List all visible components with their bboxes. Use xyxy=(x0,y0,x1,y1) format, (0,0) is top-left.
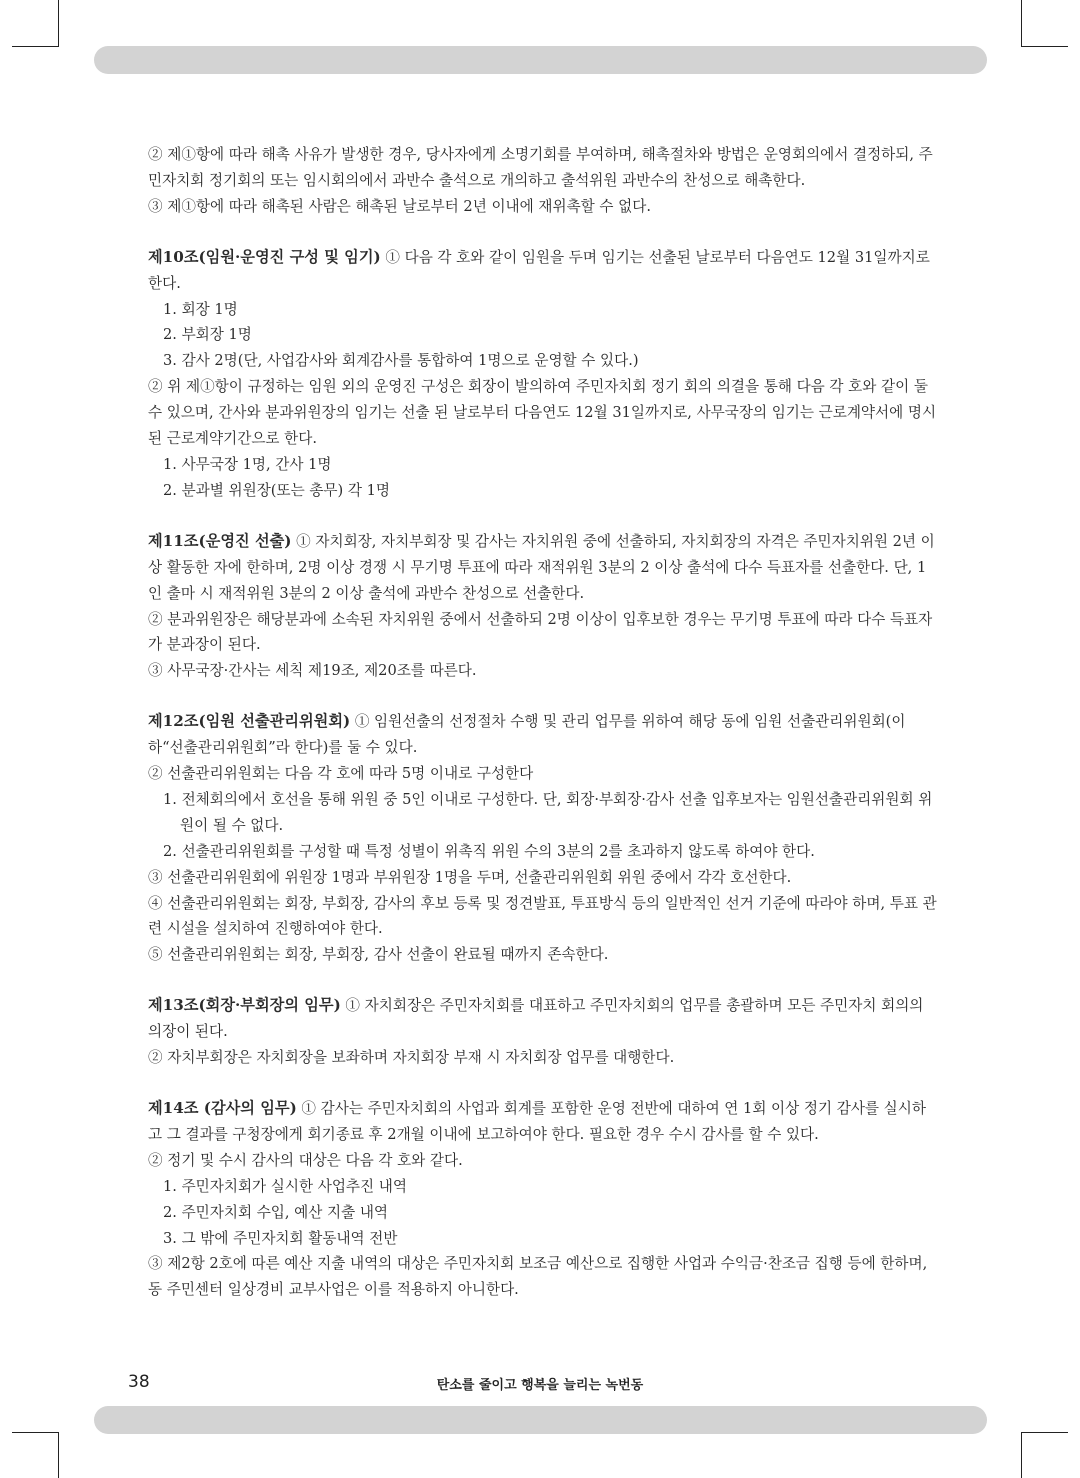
article-paragraph xyxy=(148,142,940,194)
crop-mark-bottom-right-h xyxy=(1021,1432,1068,1433)
clause-paragraph: ③ 제①항에 따라 해촉된 사람은 해촉된 날로부터 2년 이내에 재위촉할 수 없다. xyxy=(148,197,651,215)
article-paragraph xyxy=(148,709,940,761)
header-decorative-bar xyxy=(94,46,987,74)
list-item: 2. 분과별 위원장(또는 총무) 각 1명 xyxy=(163,481,390,499)
article-text: ① 감사는 주민자치회의 사업과 회계를 포함한 운영 전반에 대하여 연 1회 이상 정기 감사를 실시하고 그 결과를 구청장에게 회기종료 후 2개월 이내에 보고하여야 한다. 필요한 경우 수시 감사를 할 수 있다. xyxy=(148,1100,926,1143)
article-section xyxy=(148,709,940,968)
page-number: 38 xyxy=(128,1372,150,1392)
clause-paragraph: ④ 선출관리위원회는 회장, 부회장, 감사의 후보 등록 및 정견발표, 투표방식 등의 일반적인 선거 기준에 따라야 하며, 투표 관련 시설을 설치하여 진행하여야 한다. xyxy=(148,894,937,938)
list-item: 3. 감사 2명(단, 사업감사와 회계감사를 통합하여 1명으로 운영할 수 있다.) xyxy=(163,352,639,370)
article-section xyxy=(148,529,940,684)
article-section xyxy=(148,993,940,1071)
list-item: 2. 주민자치회 수입, 예산 지출 내역 xyxy=(163,1203,389,1221)
footer-title: 탄소를 줄이고 행복을 늘리는 녹번동 xyxy=(436,1378,644,1393)
clause-paragraph: ② 위 제①항이 규정하는 임원 외의 운영진 구성은 회장이 발의하여 주민자치회 정기 회의 의결을 통해 다음 각 호와 같이 둘 수 있으며, 간사와 분과위원장의 임기는 선출 된 날로부터 다음연도 12월 31일까지로, 사무국장의 임기는 근로계약서에 명시된 근로계약기간으로 한다. xyxy=(148,378,937,448)
crop-mark-top-left-v xyxy=(58,0,59,47)
article-paragraph xyxy=(148,1096,940,1148)
document-body xyxy=(148,142,940,1303)
article-text: ① 다음 각 호와 같이 임원을 두며 임기는 선출된 날로부터 다음연도 12월 31일까지로 한다. xyxy=(148,248,930,292)
list-item: 1. 주민자치회가 실시한 사업추진 내역 xyxy=(163,1177,407,1195)
clause-paragraph: ② 자치부회장은 자치회장을 보좌하며 자치회장 부재 시 자치회장 업무를 대행한다. xyxy=(148,1049,675,1067)
clause-paragraph: ③ 제2항 2호에 따른 예산 지출 내역의 대상은 주민자치회 보조금 예산으로 집행한 사업과 수익금·찬조금 집행 등에 한하며, 동 주민센터 일상경비 교부사업은 이를 적용하지 아니한다. xyxy=(148,1255,928,1299)
clause-paragraph: ② 분과위원장은 해당분과에 소속된 자치위원 중에서 선출하되 2명 이상이 입후보한 경우는 무기명 투표에 따라 다수 득표자가 분과장이 된다. xyxy=(148,610,933,654)
article-heading: 제14조 (감사의 임무) xyxy=(148,1099,297,1117)
article-paragraph xyxy=(148,529,940,607)
clause-paragraph: ⑤ 선출관리위원회는 회장, 부회장, 감사 선출이 완료될 때까지 존속한다. xyxy=(148,946,609,964)
crop-mark-bottom-right-v xyxy=(1021,1432,1022,1478)
article-text: ② 제①항에 따라 해촉 사유가 발생한 경우, 당사자에게 소명기회를 부여하며, 해촉절차와 방법은 운영회의에서 결정하되, 주민자치회 정기회의 또는 임시회의에서 과반수 출석으로 개의하고 출석위원 과반수의 찬성으로 해촉한다. xyxy=(148,146,933,189)
article-heading: 제13조(회장·부회장의 임무) xyxy=(148,996,341,1015)
crop-mark-top-right-v xyxy=(1021,0,1022,47)
clause-paragraph: ② 선출관리위원회는 다음 각 호에 따라 5명 이내로 구성한다 xyxy=(148,765,534,783)
crop-mark-bottom-left-h xyxy=(12,1432,59,1433)
footer-decorative-bar xyxy=(94,1406,987,1434)
list-item: 2. 부회장 1명 xyxy=(163,326,252,344)
clause-paragraph: ③ 사무국장·간사는 세칙 제19조, 제20조를 따른다. xyxy=(148,662,477,680)
article-text: ① 자치회장은 주민자치회를 대표하고 주민자치회의 업무를 총괄하며 모든 주민자치 회의의 의장이 된다. xyxy=(148,997,924,1041)
article-paragraph xyxy=(148,245,940,297)
article-section xyxy=(148,1096,940,1303)
crop-mark-top-right-h xyxy=(1021,46,1068,47)
article-heading: 제10조(임원·운영진 구성 및 임기) xyxy=(148,247,381,266)
article-text: ① 임원선출의 선정절차 수행 및 관리 업무를 위하여 해당 동에 임원 선출관리위원회(이하“선출관리위원회”라 한다)를 둘 수 있다. xyxy=(148,713,906,757)
article-section xyxy=(148,245,940,504)
article-text: ① 자치회장, 자치부회장 및 감사는 자치위원 중에 선출하되, 자치회장의 자격은 주민자치위원 2년 이상 활동한 자에 한하며, 2명 이상 경쟁 시 무기명 투표에 따라 재적위원 3분의 2 이상 출석에 다수 득표자를 선출한다. 단, 1인 출마 시 재적위원 3분의 2 이상 출석에 과반수 찬성으로 선출한다. xyxy=(148,532,935,602)
clause-paragraph: ③ 선출관리위원회에 위원장 1명과 부위원장 1명을 두며, 선출관리위원회 위원 중에서 각각 호선한다. xyxy=(148,868,792,886)
list-item: 2. 선출관리위원회를 구성할 때 특정 성별이 위촉직 위원 수의 3분의 2를 초과하지 않도록 하여야 한다. xyxy=(163,842,815,860)
crop-mark-top-left-h xyxy=(12,46,59,47)
article-section xyxy=(148,142,940,220)
article-heading: 제12조(임원 선출관리위원회) xyxy=(148,712,351,731)
list-item: 1. 회장 1명 xyxy=(163,300,238,318)
list-item: 1. 사무국장 1명, 간사 1명 xyxy=(163,455,332,473)
clause-paragraph: ② 정기 및 수시 감사의 대상은 다음 각 호와 같다. xyxy=(148,1151,463,1169)
list-item: 3. 그 밖에 주민자치회 활동내역 전반 xyxy=(163,1229,398,1247)
article-paragraph xyxy=(148,993,940,1045)
article-heading: 제11조(운영진 선출) xyxy=(148,531,292,550)
crop-mark-bottom-left-v xyxy=(58,1432,59,1478)
list-item: 1. 전체회의에서 호선을 통해 위원 중 5인 이내로 구성한다. 단, 회장·부회장·감사 선출 입후보자는 임원선출관리위원회 위원이 될 수 없다. xyxy=(163,790,933,834)
